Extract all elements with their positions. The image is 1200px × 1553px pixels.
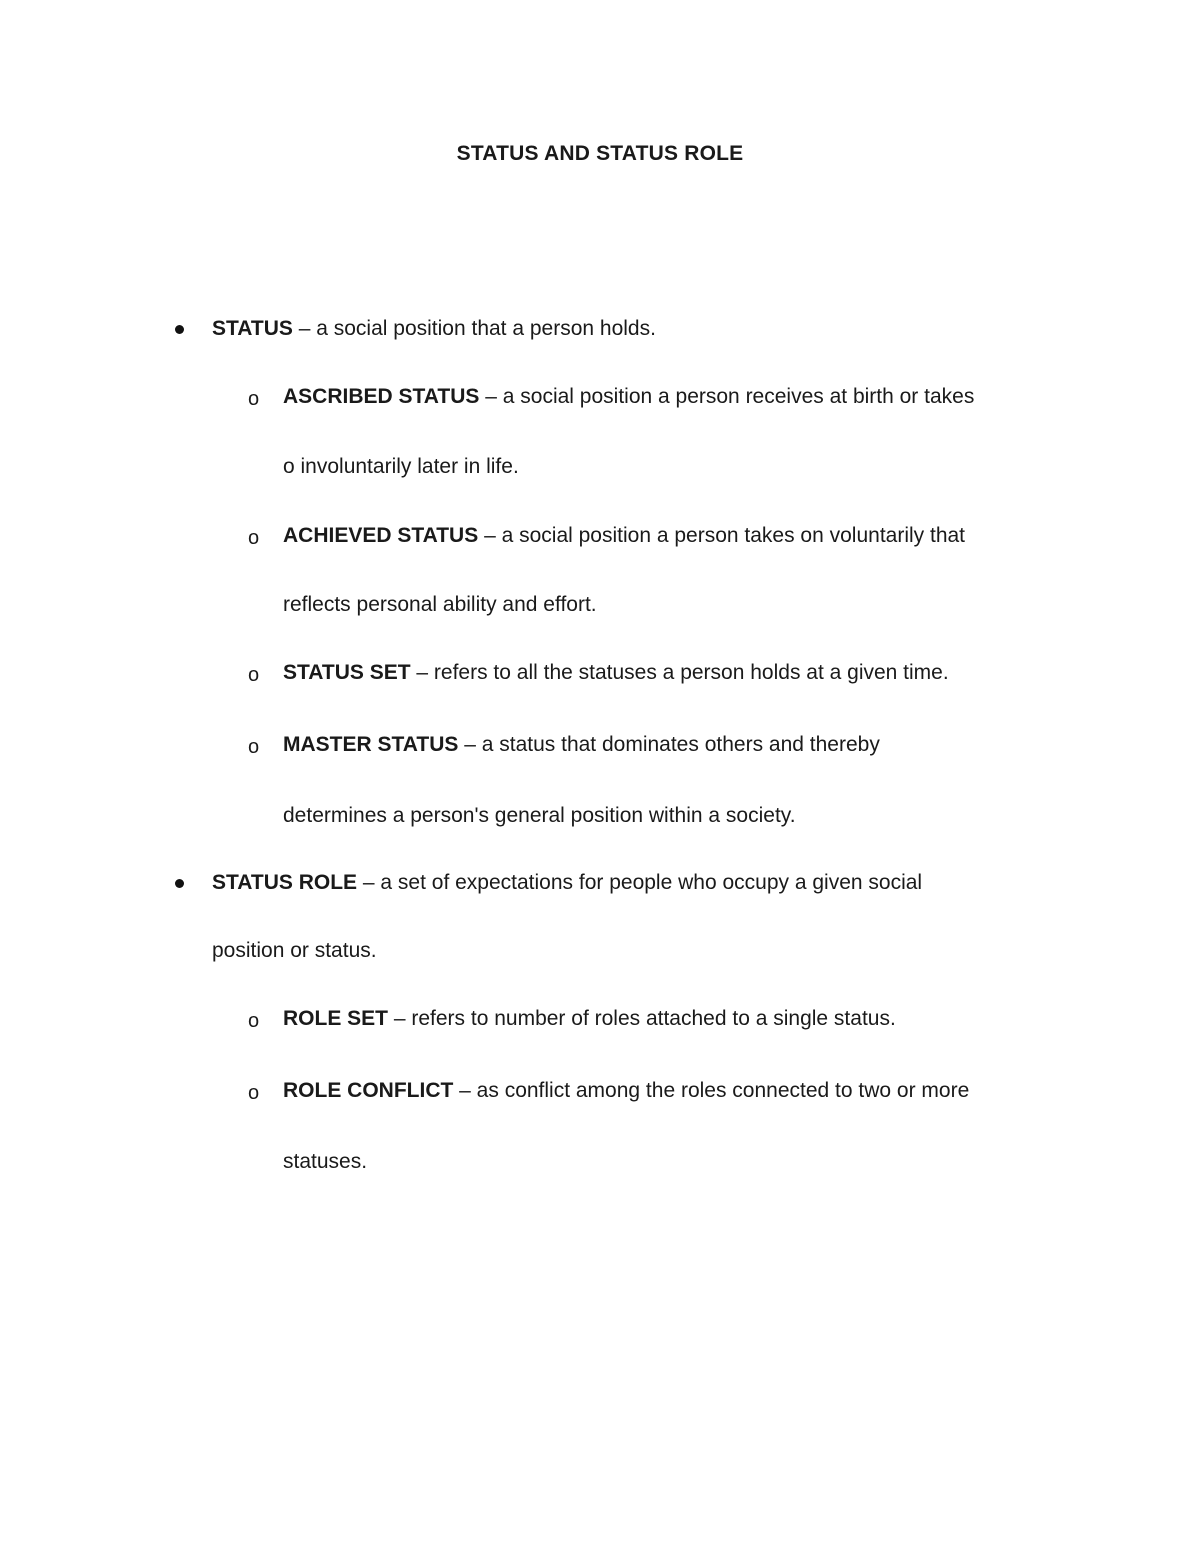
sub-bullet-icon: o [248,388,260,410]
list-item-role-conflict [283,1078,969,1104]
term: ROLE SET [283,1007,389,1030]
page-title: STATUS AND STATUS ROLE [456,142,744,165]
term: STATUS [212,317,293,340]
term: STATUS SET [283,661,411,684]
definition: – as conflict among the roles connected to two or more [453,1079,970,1102]
sub-bullet-icon: o [248,1082,260,1104]
continuation-text: determines a person's general position within a society. [283,804,796,827]
continuation-text: statuses. [283,1150,368,1173]
term: MASTER STATUS [283,733,459,756]
sub-bullet-icon: o [248,1010,260,1032]
list-item-ascribed-status [283,384,974,410]
bullet-icon [175,879,184,888]
definition: – refers to number of roles attached to a single status. [388,1007,896,1030]
list-item-status-role [212,870,922,896]
continuation-text: o involuntarily later in life. [283,455,519,478]
list-item-master-status [283,732,880,758]
sub-bullet-icon: o [248,527,260,549]
term: STATUS ROLE [212,871,358,894]
definition: – a social position a person takes on voluntarily that [478,524,966,547]
bullet-icon [175,325,184,334]
sub-bullet-icon: o [248,736,260,758]
definition: – a status that dominates others and thereby [458,733,880,756]
definition: – a social position a person receives at birth or takes [479,385,975,408]
term: ROLE CONFLICT [283,1079,454,1102]
list-item-achieved-status [283,523,965,549]
definition: – refers to all the statuses a person holds at a given time. [410,661,949,684]
sub-bullet-icon: o [248,664,260,686]
term: ASCRIBED STATUS [283,385,480,408]
list-item-status [212,316,656,342]
definition: – a set of expectations for people who occupy a given social [357,871,923,894]
term: ACHIEVED STATUS [283,524,479,547]
list-item-status-set [283,660,949,686]
continuation-text: reflects personal ability and effort. [283,593,597,616]
continuation-text: position or status. [212,939,377,962]
list-item-role-set [283,1006,896,1032]
definition: – a social position that a person holds. [292,317,656,340]
